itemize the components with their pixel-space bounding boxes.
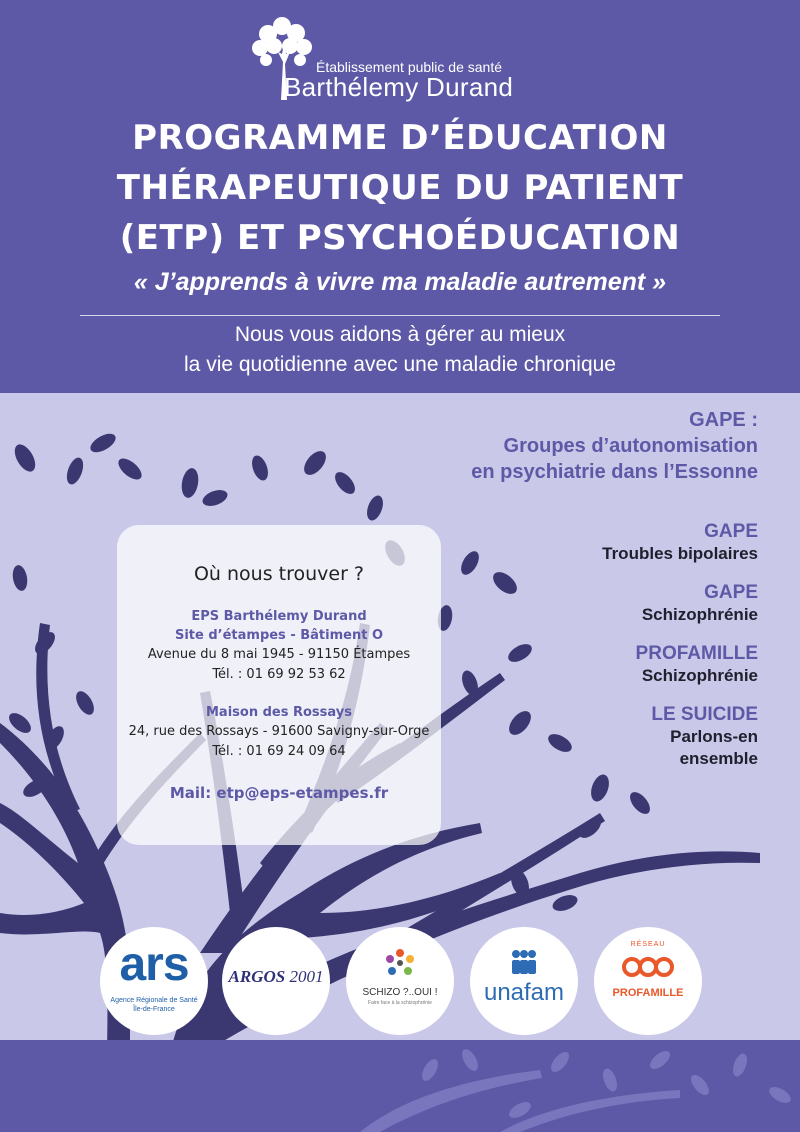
argos-year: 2001 (289, 967, 324, 986)
program-desc: Parlons-en (670, 727, 758, 746)
tagline: « J’apprends à vivre ma maladie autrement » (133, 268, 667, 296)
program-item (498, 581, 758, 626)
profamille-name: PROFAMILLE (612, 987, 684, 999)
program-desc: ensemble (679, 749, 758, 768)
program-desc: Schizophrénie (641, 666, 758, 685)
logo-subtitle: Établissement public de santé (316, 59, 502, 75)
site2-address: 24, rue des Rossays - 91600 Savigny-sur-Orge (128, 724, 430, 739)
site1-org-line-1: EPS Barthélemy Durand (191, 609, 367, 624)
argos-wordmark (222, 967, 330, 987)
site2-phone[interactable]: Tél. : 01 69 24 09 64 (212, 744, 346, 759)
chain-links-icon (622, 953, 674, 981)
program-name: GAPE (704, 582, 758, 603)
program-item (498, 703, 758, 770)
title-line-1: PROGRAMME D’ÉDUCATION (132, 118, 668, 158)
partner-unafam-logo[interactable] (470, 927, 578, 1035)
program-list (498, 520, 758, 786)
intro-text (0, 320, 800, 380)
schizo-caption: Faire face à la schizophrénie (368, 1000, 432, 1006)
program-item (498, 642, 758, 687)
ars-caption-1: Agence Régionale de Santé (110, 997, 198, 1004)
site2-org: Maison des Rossays (205, 705, 352, 720)
program-name: PROFAMILLE (635, 643, 758, 664)
header-divider (80, 315, 720, 316)
ars-wordmark: ars (119, 938, 189, 991)
flower-icon (384, 947, 416, 979)
site1-org-line-2: Site d’étampes - Bâtiment O (174, 628, 384, 643)
unafam-wordmark: unafam (483, 979, 565, 1006)
card-spacer (117, 685, 441, 699)
argos-name: ARGOS (228, 967, 286, 986)
site1-phone[interactable]: Tél. : 01 69 92 53 62 (212, 667, 346, 682)
logo-name: Barthélemy Durand (284, 72, 514, 102)
footer-leaves-decoration (0, 1040, 800, 1132)
title-line-2: THÉRAPEUTIQUE DU PATIENT (116, 168, 684, 208)
program-name: GAPE (704, 521, 758, 542)
intro-line-1: Nous vous aidons à gérer au mieux (234, 323, 566, 346)
schizo-name: SCHIZO ?..OUI ! (362, 987, 438, 998)
contact-card (117, 525, 441, 845)
intro-line-2: la vie quotidienne avec une maladie chronique (184, 353, 616, 376)
program-desc: Troubles bipolaires (602, 544, 758, 563)
partner-ars-logo[interactable] (100, 927, 208, 1035)
partner-logos (100, 927, 700, 1037)
title-line-3: (ETP) ET PSYCHOÉDUCATION (119, 218, 681, 258)
header-band (0, 0, 800, 393)
contact-title: Où nous trouver ? (193, 563, 365, 585)
site1-org (117, 607, 441, 645)
partner-argos-logo[interactable] (222, 927, 330, 1035)
gape-heading-line-1: GAPE : (689, 409, 758, 431)
gape-heading-line-3: en psychiatrie dans l’Essonne (471, 461, 758, 483)
partner-profamille-logo[interactable] (594, 927, 702, 1035)
institution-logo (244, 12, 564, 102)
site1-address: Avenue du 8 mai 1945 - 91150 Étampes (147, 647, 411, 662)
people-icon (510, 949, 538, 975)
profamille-reseau: RÉSEAU (630, 941, 666, 948)
footer-band (0, 1040, 800, 1132)
contact-mail-link[interactable]: Mail: etp@eps-etampes.fr (169, 784, 389, 802)
page-title (0, 113, 800, 263)
ars-caption-2: Île-de-France (133, 1006, 175, 1013)
program-item (498, 520, 758, 565)
program-name: LE SUICIDE (651, 704, 758, 725)
partner-schizo-logo[interactable] (346, 927, 454, 1035)
program-desc: Schizophrénie (641, 605, 758, 624)
gape-heading-line-2: Groupes d’autonomisation (503, 435, 758, 457)
gape-heading (471, 407, 758, 485)
